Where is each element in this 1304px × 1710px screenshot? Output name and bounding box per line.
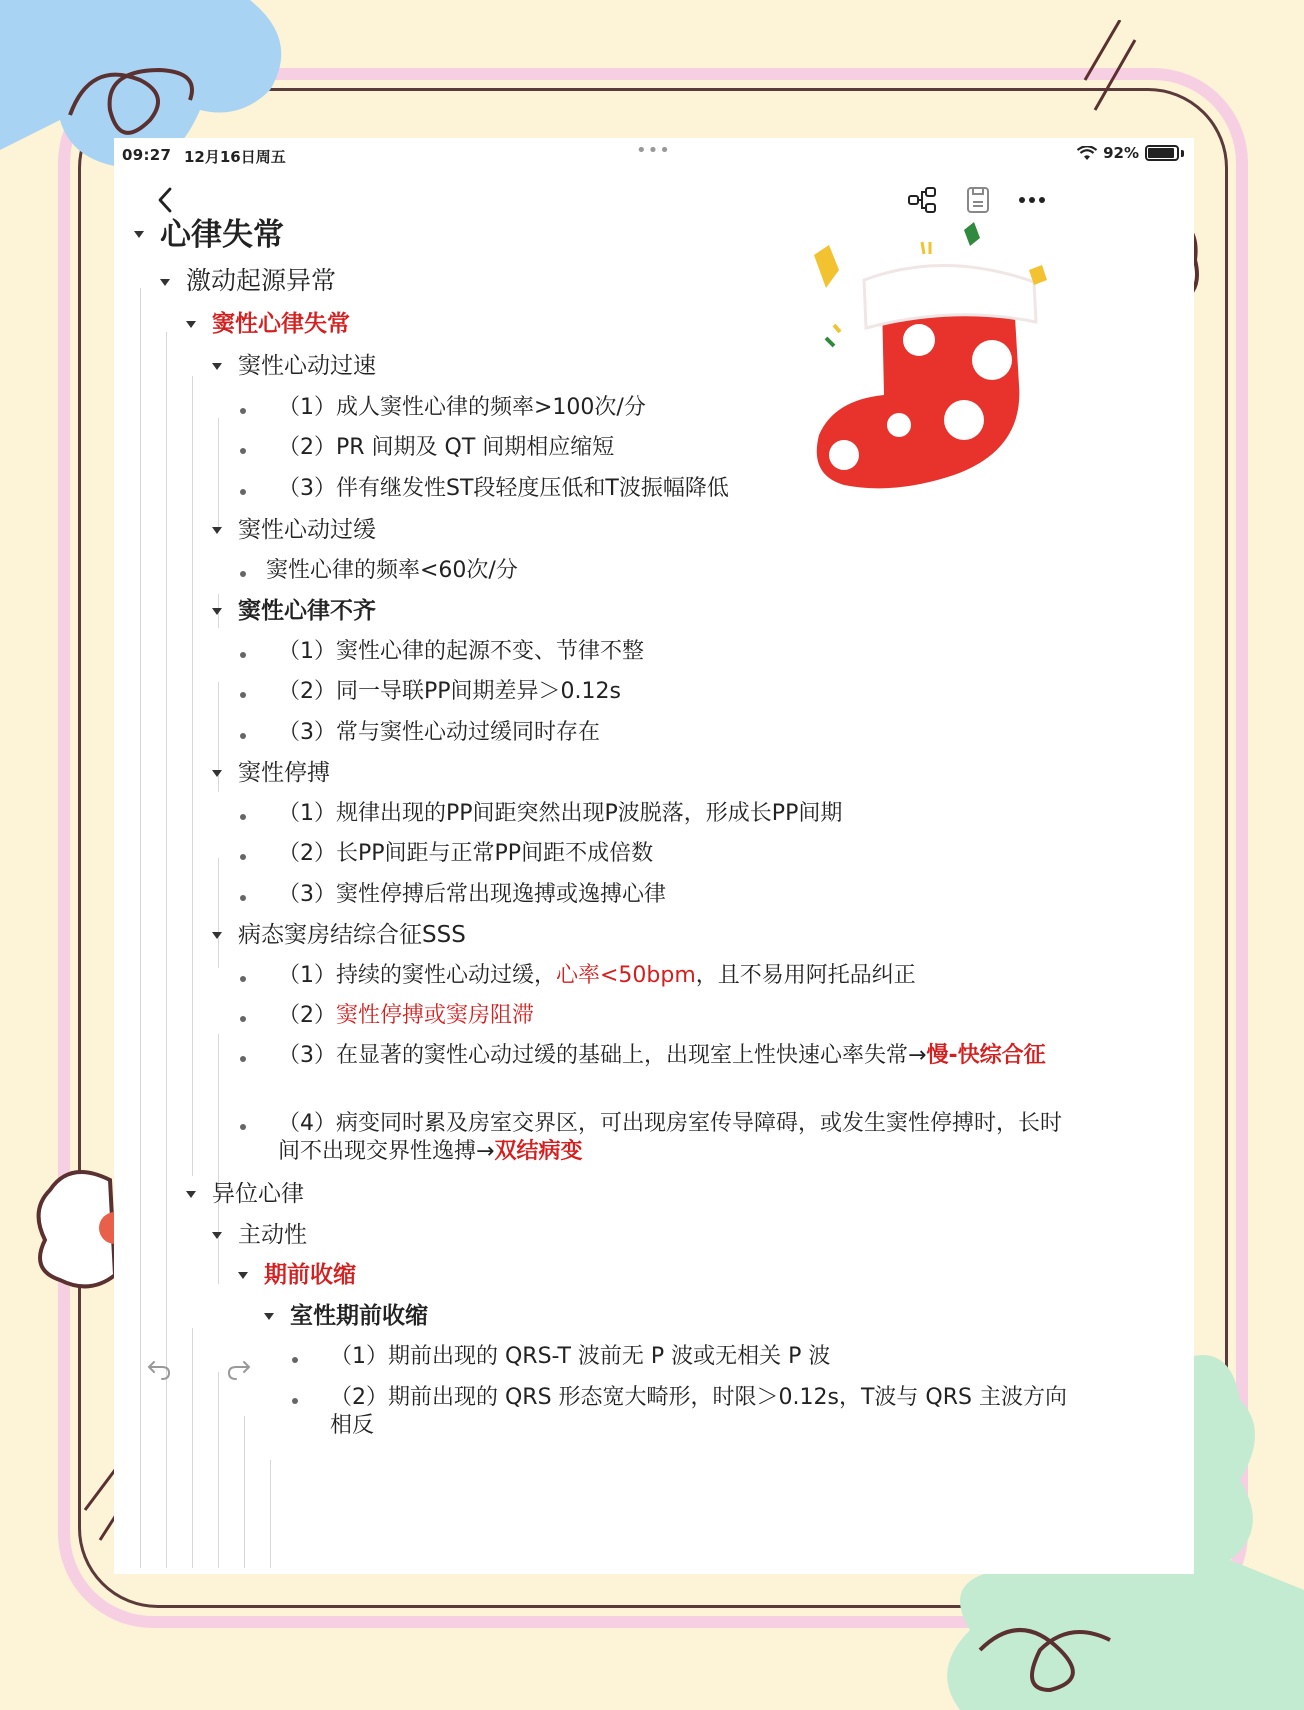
list-item[interactable] xyxy=(240,1110,1070,1166)
outline-node-brady[interactable] xyxy=(212,516,376,544)
outline-node-tachy[interactable] xyxy=(212,352,376,380)
collapse-caret-icon[interactable] xyxy=(212,363,222,370)
outline-node-origin[interactable] xyxy=(160,266,336,296)
collapse-caret-icon[interactable] xyxy=(186,1191,196,1198)
outline-node-label: 主动性 xyxy=(238,1222,307,1248)
undo-icon xyxy=(146,1359,172,1381)
list-item[interactable] xyxy=(240,475,729,503)
outline-node-label: 窦性心动过速 xyxy=(238,353,376,379)
outline-node-sinus[interactable] xyxy=(186,310,350,338)
highlight-text: 心率<50bpm xyxy=(556,963,696,988)
chevron-left-icon xyxy=(155,185,175,215)
list-item-text: （2）长PP间距与正常PP间距不成倍数 xyxy=(278,841,654,866)
outline-node-premature[interactable] xyxy=(238,1261,356,1289)
list-item-text: （2）期前出现的 QRS 形态宽大畸形，时限＞0.12s，T波与 QRS 主波方向相反 xyxy=(330,1385,1067,1438)
collapse-caret-icon[interactable] xyxy=(134,231,144,238)
bullet-dot xyxy=(240,1124,246,1130)
list-item[interactable] xyxy=(240,800,842,828)
list-item-text xyxy=(278,1002,534,1030)
list-item-text: （3）伴有继发性ST段轻度压低和T波振幅降低 xyxy=(278,476,729,501)
list-item[interactable] xyxy=(240,1042,1070,1070)
list-item-text: （3）窦性停搏后常出现逸搏或逸搏心律 xyxy=(278,882,666,907)
bullet-dot xyxy=(240,571,246,577)
outline-node-label: 窦性停搏 xyxy=(238,760,330,786)
list-item[interactable] xyxy=(240,881,666,909)
text-segment: （2） xyxy=(278,1003,336,1028)
list-item[interactable] xyxy=(240,557,518,585)
collapse-caret-icon[interactable] xyxy=(160,279,170,286)
outline-node-ectopic[interactable] xyxy=(186,1180,304,1208)
outline-node-label: 病态窦房结综合征SSS xyxy=(238,922,466,948)
guide-line-premature xyxy=(244,1416,245,1568)
list-item-text: （1）成人窦性心律的频率>100次/分 xyxy=(278,395,646,420)
bullet-dot xyxy=(240,692,246,698)
collapse-caret-icon[interactable] xyxy=(238,1272,248,1279)
collapse-caret-icon[interactable] xyxy=(264,1313,274,1320)
multitask-dots[interactable]: ••• xyxy=(636,140,671,161)
text-segment: （3）在显著的窦性心动过缓的基础上，出现室上性快速心率失常→ xyxy=(278,1043,927,1068)
share-node-icon xyxy=(907,186,937,214)
guide-line-ectopic xyxy=(192,1328,193,1568)
text-segment: （1）持续的窦性心动过缓， xyxy=(278,963,556,988)
bullet-dot xyxy=(240,448,246,454)
outline-node-label: 期前收缩 xyxy=(264,1262,356,1288)
outline-node-label: 窦性心律不齐 xyxy=(238,598,376,624)
list-item-text: 窦性心律的频率<60次/分 xyxy=(266,558,518,583)
more-horizontal-icon xyxy=(1018,196,1046,204)
outline-node-sss[interactable] xyxy=(212,921,466,949)
list-item-text xyxy=(278,962,916,990)
list-item[interactable] xyxy=(240,678,621,706)
bullet-dot xyxy=(292,1398,298,1404)
list-item-text: （2）同一导联PP间期差异＞0.12s xyxy=(278,679,621,704)
collapse-caret-icon[interactable] xyxy=(212,1232,222,1239)
highlight-text: 窦性停搏或窦房阻滞 xyxy=(336,1003,535,1028)
collapse-caret-icon[interactable] xyxy=(186,321,196,328)
battery-cap xyxy=(1181,150,1184,157)
collapse-caret-icon[interactable] xyxy=(212,527,222,534)
collapse-caret-icon[interactable] xyxy=(212,932,222,939)
outline-node-arrest[interactable] xyxy=(212,759,330,787)
text-segment: （4）病变同时累及房室交界区，可出现房室传导障碍，或发生窦性停搏时，长时间不出现交界性逸搏→ xyxy=(278,1111,1062,1164)
outline-root-title: 心律失常 xyxy=(160,217,284,253)
collapse-caret-icon[interactable] xyxy=(212,608,222,615)
list-item[interactable] xyxy=(240,638,644,666)
bullet-dot xyxy=(240,814,246,820)
save-button[interactable] xyxy=(960,182,996,218)
outline-node-root[interactable] xyxy=(134,216,284,254)
bullet-dot xyxy=(240,1016,246,1022)
battery-percent: 92% xyxy=(1103,144,1139,162)
bullet-dot xyxy=(292,1357,298,1363)
list-item[interactable] xyxy=(292,1384,1072,1440)
guide-line-arrest xyxy=(218,858,219,968)
outline-node-label: 异位心律 xyxy=(212,1181,304,1207)
guide-line-level3 xyxy=(192,376,193,1176)
bullet-dot xyxy=(240,895,246,901)
outline-node-irregular[interactable] xyxy=(212,597,376,625)
outline-node-label: 室性期前收缩 xyxy=(290,1303,428,1329)
back-button[interactable] xyxy=(150,182,180,218)
outline-content xyxy=(114,217,1194,1566)
battery-icon xyxy=(1145,145,1179,161)
bullet-dot xyxy=(240,976,246,982)
outline-node-label: 窦性心动过缓 xyxy=(238,517,376,543)
bullet-dot xyxy=(240,1056,246,1062)
battery-level xyxy=(1148,148,1174,158)
status-bar xyxy=(114,138,1194,172)
save-icon xyxy=(966,186,990,214)
bullet-dot xyxy=(240,733,246,739)
list-item[interactable] xyxy=(240,434,614,462)
list-item-text xyxy=(252,1110,1070,1166)
list-item-text: （1）期前出现的 QRS-T 波前无 P 波或无相关 P 波 xyxy=(330,1344,831,1369)
guide-line-level1 xyxy=(140,288,141,1568)
list-item[interactable] xyxy=(240,962,916,990)
highlight-text: 慢-快综合征 xyxy=(926,1043,1046,1068)
outline-node-active[interactable] xyxy=(212,1221,307,1249)
text-segment: ，且不易用阿托品纠正 xyxy=(695,963,916,988)
list-item-text: （1）窦性心律的起源不变、节律不整 xyxy=(278,639,644,664)
bullet-dot xyxy=(240,652,246,658)
bullet-dot xyxy=(240,408,246,414)
list-item[interactable] xyxy=(292,1343,830,1371)
redo-icon xyxy=(226,1359,252,1381)
outline-node-label: 窦性心律失常 xyxy=(212,311,350,337)
status-time: 09:27 xyxy=(122,146,172,164)
outline-node-label: 激动起源异常 xyxy=(186,266,337,295)
bullet-dot xyxy=(240,854,246,860)
status-date: 12月16日周五 xyxy=(184,148,286,166)
outline-node-ventricular[interactable] xyxy=(264,1302,428,1330)
bullet-dot xyxy=(240,489,246,495)
list-item-text xyxy=(252,1042,1046,1070)
wifi-icon xyxy=(1077,146,1097,161)
guide-line-tachy xyxy=(218,418,219,528)
redo-button[interactable] xyxy=(226,1358,252,1388)
undo-button[interactable] xyxy=(146,1358,172,1388)
list-item-text: （2）PR 间期及 QT 间期相应缩短 xyxy=(278,435,615,460)
more-button[interactable] xyxy=(1014,182,1050,218)
app-screen xyxy=(114,138,1194,1574)
status-right xyxy=(1077,144,1184,162)
list-item[interactable] xyxy=(240,840,653,868)
collapse-caret-icon[interactable] xyxy=(212,770,222,777)
list-item-text: （3）常与窦性心动过缓同时存在 xyxy=(278,720,600,745)
guide-line-active xyxy=(218,1372,219,1568)
list-item[interactable] xyxy=(240,1002,534,1030)
list-item[interactable] xyxy=(240,719,600,747)
list-item-text: （1）规律出现的PP间距突然出现P波脱落，形成长PP间期 xyxy=(278,801,843,826)
guide-line-ventricular xyxy=(270,1460,271,1568)
highlight-text: 双结病变 xyxy=(494,1139,583,1164)
share-button[interactable] xyxy=(904,182,940,218)
list-item[interactable] xyxy=(240,394,646,422)
line-decoration-top xyxy=(1080,20,1140,120)
